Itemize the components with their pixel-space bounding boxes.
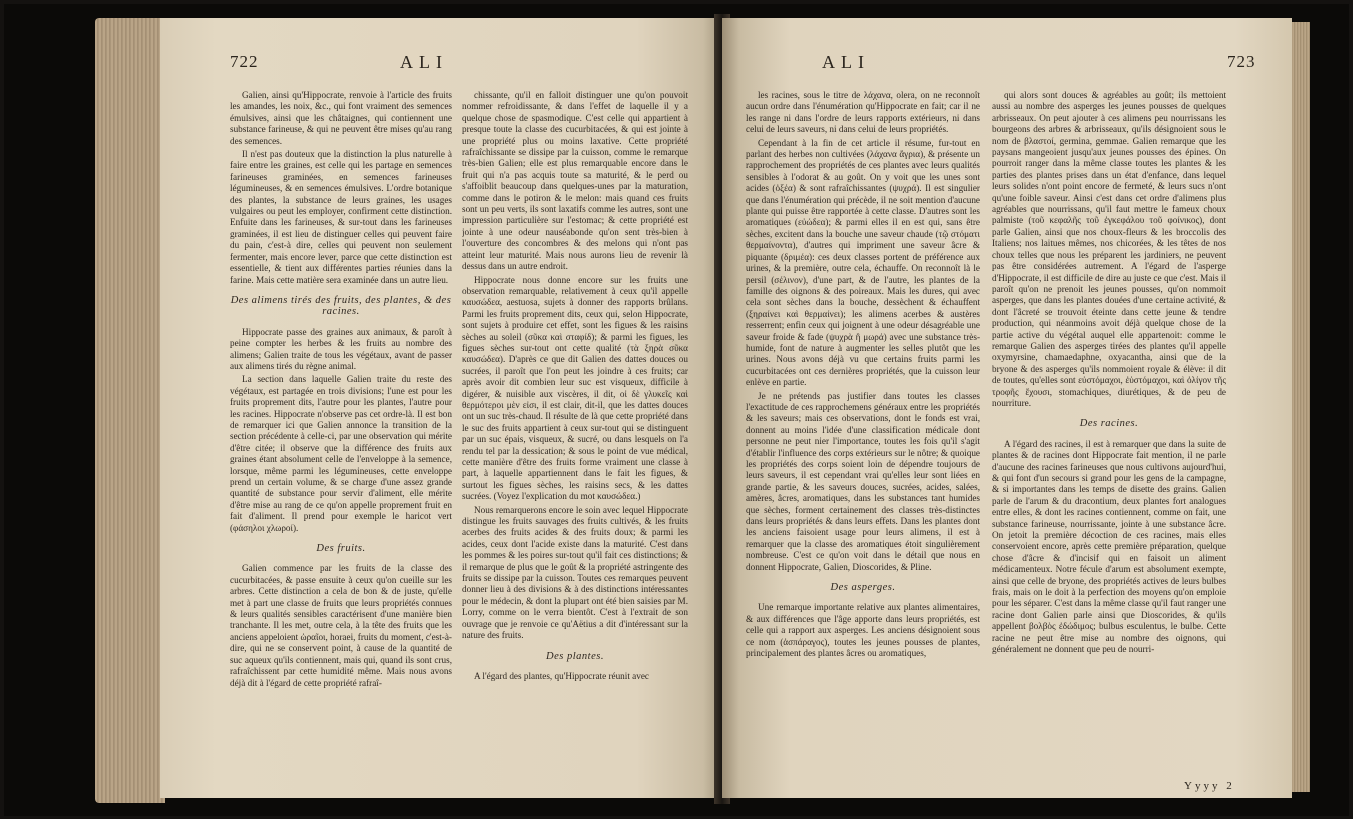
- page-number: 722: [230, 52, 259, 71]
- paragraph: La section dans laquelle Galien traite du reste des végétaux, est partagée en trois divisions; l'une est pour les fruits proprement dits, l'autre pour les plantes, l'autre pour les racines. Hippocrate n'observe pas cet ordre-là. Il est bon de remarquer ici que Galien annonce la transition de la section précédente à celle-ci, par une observation qui mérite d'être citée; il observe que la différence des fruits aux graines étant absolument celle de l'enveloppe à la semence, lorsque, même parmi les légumineuses, cette enveloppe prend un certain volume, & se charge d'une assez grande quantité de substance pour servir d'aliment, elle mérite d'être mise au rang de ce qu'on appelle proprement fruit en fait d'aliment. Il prend pour exemple le haricot vert (φάσηλοι χλωροί).: [230, 374, 452, 533]
- paragraph: Il n'est pas douteux que la distinction la plus naturelle à faire entre les graines, est celle qui les partage en semences farineuses graminées, en semences farineuses légumineuses, & en semences émulsives. L'ordre botanique des plantes, la substance de leurs graines, les usages vulgaires ou peut les employer, confirment cette distinction. Enfuite dans les farineuses, & sur-tout dans les farineuses graminées, il est lieu de distinguer celles qui peuvent faire du pain, c'est-à dire, celles qui peuvent non seulement fermenter, mais encore lever, parce que cette distinction est essentielle, & tient aux différentes parties réunies dans la farine. Mais cette matière sera examinée dans un autre lieu.: [230, 149, 452, 285]
- paragraph: Galien, ainsi qu'Hippocrate, renvoie à l'article des fruits les amandes, les noix, &c., qui font vraiment des semences émulsives, ainsi que les châtaignes, qui contiennent une substance farineuse, & qui ne peuvent être mises qu'au rang des semences.: [230, 90, 452, 146]
- paragraph: les racines, sous le titre de λάχανα, olera, on ne reconnoît aucun ordre dans l'énumération qu'Hippocrate en fait; car il ne les range ni dans l'ordre de leurs rapports extérieurs, ni dans celui de leurs saveurs, ni dans celui de leurs propriétés.: [746, 90, 980, 135]
- left-column-1: [230, 90, 452, 790]
- page-number: 723: [1227, 52, 1256, 71]
- left-page-edges: [95, 18, 165, 803]
- paragraph: Hippocrate nous donne encore sur les fruits une observation remarquable, relativement à ceux qu'il appelle καυσώδεα, aestuosa, sujets à donner des rapports brûlans. Parmi les fruits proprement dits, ceux qui, selon Hippocrate, sont sujets à produire cet effet, sont les figues & les raisins sèches au soleil (σῦκα καὶ σταφίδ); & parmi les figues, les figues sèches sur-tout ont cette qualité (τὰ ξηρὰ σῦκα καυσώδεα). D'après ce que dit Galien des dattes douces ou sucrées, il paroît que l'on peut les joindre à ces fruits; car après avoir dit combien leur suc est visqueux, difficile à digérer, & nuisible aux viscères, il dit, οἱ δὲ γλυκεῖς καὶ θερμότεροι μὲν εἰσι, il est clair, dit-il, que les dattes douces ont un suc très-chaud. Il résulte de là que cette propriété dans le suc des fruits appartient à ceux sur-tout qui se distinguent par un suc épais, visqueux, & sucré, ou dans lesquels on l'a rendu tel par la dessication; & sous le point de vue médical, cette manière d'être des fruits forme vraiment une classe à part, à laquelle appartiennent dans le fait les figues, & surtout les figues sèches, les raisins secs, & les dattes sucrées. (Voyez l'explication du mot καυσώδεα.): [462, 274, 688, 502]
- paragraph: Galien commence par les fruits de la classe des cucurbitacées, & passe ensuite à ceux qu'on cueille sur les arbres. Cette distinction a cela de bon & de juste, qu'elle met à part une classe de fruits que leurs propriétés connues & leurs qualités sensibles caractérisent d'une manière bien tranchante. Il les met, outre cela, à la tête des fruits que les anciens appeloient ὡραῖοι, horaei, fruits du moment, c'est-à-dire, qui ne se conservent point, à cause de la quantité de suc aqueux qu'ils contiennent, mais qui, quand ils sont crus, rafraîchissent par cette humidité même. Mais nous avons déjà dit à l'égard de cette propriété rafraî-: [230, 563, 452, 688]
- right-page: [722, 18, 1292, 798]
- paragraph: Une remarque importante relative aux plantes alimentaires, & aux différences que l'âge apporte dans leurs propriétés, est celle qui a rapport aux asperges. Les anciens désignoient sous ce nom (ἀσπάραγος), toutes les jeunes pousses de plantes, principalement des plantes âcres ou aromatiques,: [746, 602, 980, 659]
- right-page-edges: [1290, 22, 1310, 792]
- section-heading: Des asperges.: [830, 582, 896, 594]
- paragraph: chissante, qu'il en falloit distinguer une qu'on pouvoit nommer refroidissante, & dans l'effet de laquelle il y a quelque chose de spasmodique. C'est celle qui appartient à presque toute la classe des cucurbitacées, & qui est jointe à une propriété plus ou moins laxative. Cette propriété rafraîchissante se dissipe par la cuisson, comme le remarque très-bien Galien; elle est plus remarquable encore dans le fruit qui n'a pas acquis toute sa maturité, & le perd ou s'affoiblit beaucoup dans quelques-unes par la maturation, comme dans le potiron & le melon: mais quand ces fruits sont un peu verts, ils sont laxatifs comme les autres, sont une impression particulière sur l'estomac; & cette propriété est jointe à une odeur nauséabonde qu'on sent très-bien à l'ouverture des concombres & des melons qui n'ont pas atteint leur maturité. Mais nous aurons lieu de revenir là dessus dans un autre endroit.: [462, 90, 688, 272]
- paragraph: Nous remarquerons encore le soin avec lequel Hippocrate distingue les fruits sauvages des fruits cultivés, & les fruits acerbes des fruits acides & des fruits doux; & parmi les acides, ceux dont l'acide existe dans la maturité. C'est dans les pommes & les poires sur-tout qu'il fait ces distinctions; & il remarque de plus que le goût & la propriété astringente des fruits se dissipe par la cuisson. Toutes ces remarques peuvent donner lieu à des divisions & à des distinctions intéressantes pour le médecin, & dont la plupart ont été bien saisies par M. Lorry, comme on le verra bientôt. C'est à l'extrait de son ouvrage que je renvoie ce qu'Aëtius a dit d'intéressant sur la nature des fruits.: [462, 504, 688, 641]
- section-heading: Des alimens tirés des fruits, des plantes, & des racines.: [230, 294, 452, 318]
- paragraph: A l'égard des plantes, qu'Hippocrate réunit avec: [474, 670, 650, 681]
- paragraph: qui alors sont douces & agréables au goût; ils mettoient aussi au nombre des asperges les jeunes pousses de quelques arbrisseaux. On peut ajouter à ces alimens peu nourrissans les bourgeons des arbres & arbrisseaux, qu'ils désignoient sous le nom de βλαστοί, germina, gemmae. Galien remarque que les paysans mangeoient jusqu'aux jeunes pousses des épines. On pourroit ranger dans la même classe toutes les plantes & les parties des plantes prises dans un état d'enfance, dans lequel leurs solides n'ont point encore de fermeté, & leurs sucs n'ont qu'une foible saveur. Ainsi c'est dans cet ordre d'alimens plus agréables que nourrissans, qu'il faut mettre le fameux choux palmiste (τοῦ κεφαλῆς τοῦ ἐγκεφάλου τοῦ φοίνικος), dont parle Galien, ainsi que nos choux-fleurs & les broccolis des Italiens; nos laitues mêmes, nos chicorées, & les têtes de nos choux telles que nous les préparent les jardiniers, ne peuvent pas être considérées autrement. A l'égard de l'asperge d'Hippocrate, il est difficile de dire au juste ce que c'est. Mais il paroît qu'on ne prenoit les jeunes pousses, qu'on nommoit asperges, que dans les plantes douées d'une certaine activité, & dont l'âcreté se trouvoit éteinte dans cette jeune & tendre production, qui néanmoins avoit déjà quelque chose de la partie active du végétal auquel elle appartenoit: comme le remarque Galien des asperges tirées des plantes qu'il appelle oxymyrsine, chamaedaphne, oxyacantha, ainsi que de la bryone & des asperges qu'ils nommoient royale & élève: il dit de toutes, qu'elles sont εὐστόμαχοι, ἐὐστόμαχοι, καὶ ὀλίγον τῆς τροφῆς ἔχουσι, stomachiques, diurétiques, & de peu de nourriture.: [992, 90, 1226, 408]
- running-head: ALI: [822, 52, 870, 72]
- section-heading: Des fruits.: [316, 543, 366, 555]
- paragraph: Hippocrate passe des graines aux animaux, & paroît à peine compter les herbes & les fruits au nombre des alimens; Galien traite de tous les végétaux, avant de passer aux alimens tirés du règne animal.: [230, 326, 452, 371]
- right-column-1: [746, 90, 980, 780]
- right-column-2: [992, 90, 1226, 780]
- section-heading: Des plantes.: [546, 650, 604, 662]
- signature-mark: Yyyy 2: [1184, 780, 1235, 792]
- paragraph: A l'égard des racines, il est à remarquer que dans la suite de plantes & de racines dont Hippocrate fait mention, il ne parle d'aucune des racines farineuses que nous cultivons aujourd'hui, & qui font d'un secours si grand pour les gens de la campagne, & si importantes dans les temps de disette des grains. Galien parle de l'arum & du dracontium, deux plantes fort analogues entre elles, & dont les racines contiennent, comme on fait, une substance farineuse, nourrissante, jointe à une substance âcre. On jetoit la première décoction de ces racines, mais elles conservoient encore, après cette première préparation, quelque chose d'âcre & d'incisif qui en faisoit un aliment médicamenteux. Notre fécule d'arum est absolument exempte, ainsi que celle de bryone, des propriétés actives de leurs bulbes frais, mais on le doit à la perfection des moyens qu'on emploie pour les séparer. C'est dans la même classe qu'il faut ranger une racine dont Galien parle ainsi que Dioscorides, & qu'ils appellent βολβὸς ἐδώδιμος; bulbus esculentus, le bulbe. Cette racine ne peut être mise au nombre des oignons, qui généralement ne donnent que peu de nourri-: [992, 438, 1226, 655]
- paragraph: Cependant à la fin de cet article il résume, fur-tout en parlant des herbes non cultivées (λάχανα ἄγρια), & présente un rapprochement des propriétés de ces plantes avec leurs qualités sensibles à l'odorat & au goût. On y voit que les unes sont acides (ὀξέα) & sont rafraîchissantes (ψυχρά). Il est singulier que dans l'énumération qui précède, il ne soit mention d'aucune plante qui puisse être rapportée à cette classe. D'autres sont les aromatiques (εὐώδεα); & parmi elles il en est qui, sans être sèches, excitent dans la bouche une saveur chaude (τῷ στόματι θερμαίνοντα), d'autres qui impriment une saveur âcre & piquante (δριμέα): ces deux classes portent de préférence aux urines, & la première, outre cela, échauffe. On reconnoît là le persil (σέλινον), d'une part, & de l'autre, les plantes de la famille des oignons & des poireaux. Mais les dures, qui avec cela sont sèches dans la bouche, dessèchent & échauffent (ξηραίνει καὶ θερμαίνει); les alimens acerbes & austères resserrent; enfin ceux qui joignent à une odeur désagréable une saveur froide & fade (ψυχρὰ ἢ μωρά) avec une substance très-humide, font de nature à augmenter les selles plutôt que les urines. Nous avons déjà vu que certains fruits parmi les cucurbitacées ont ces dernières propriétés, que la cuisson leur enlève en partie.: [746, 137, 980, 388]
- paragraph: Je ne prétends pas justifier dans toutes les classes l'exactitude de ces rapprochemens généraux entre les propriétés & les saveurs; mais ces observations, dont le fonds est vrai, donnent au moins l'idée d'une classification médicale dont personne ne peut nier l'importance, toutes les fois qu'il s'agit d'établir l'influence des corps extérieurs sur le nôtre; & quoique les propriétés des corps soient loin de dépendre toujours de leurs saveurs, il est cependant vrai qu'elles leur sont liées en grande partie, & les saveurs douces, sucrées, acides, salées, amères, âcres, aromatiques, dans les substances tant humides que sèches, forment certainement des classes très-distinctes dans leurs propriétés & dans leurs effets. Dans les plantes dont les anciens faisoient usage pour leurs alimens, il est à remarquer que la classe des aromatiques étoit singulièrement nombreuse. C'est ce qu'on voit dans le détail que nous en donnent Hippocrate, Galien, Dioscorides, & Pline.: [746, 390, 980, 572]
- left-column-2: [462, 90, 688, 790]
- section-heading: Des racines.: [1079, 418, 1139, 430]
- running-head: ALI: [400, 52, 448, 72]
- left-page: [160, 18, 720, 798]
